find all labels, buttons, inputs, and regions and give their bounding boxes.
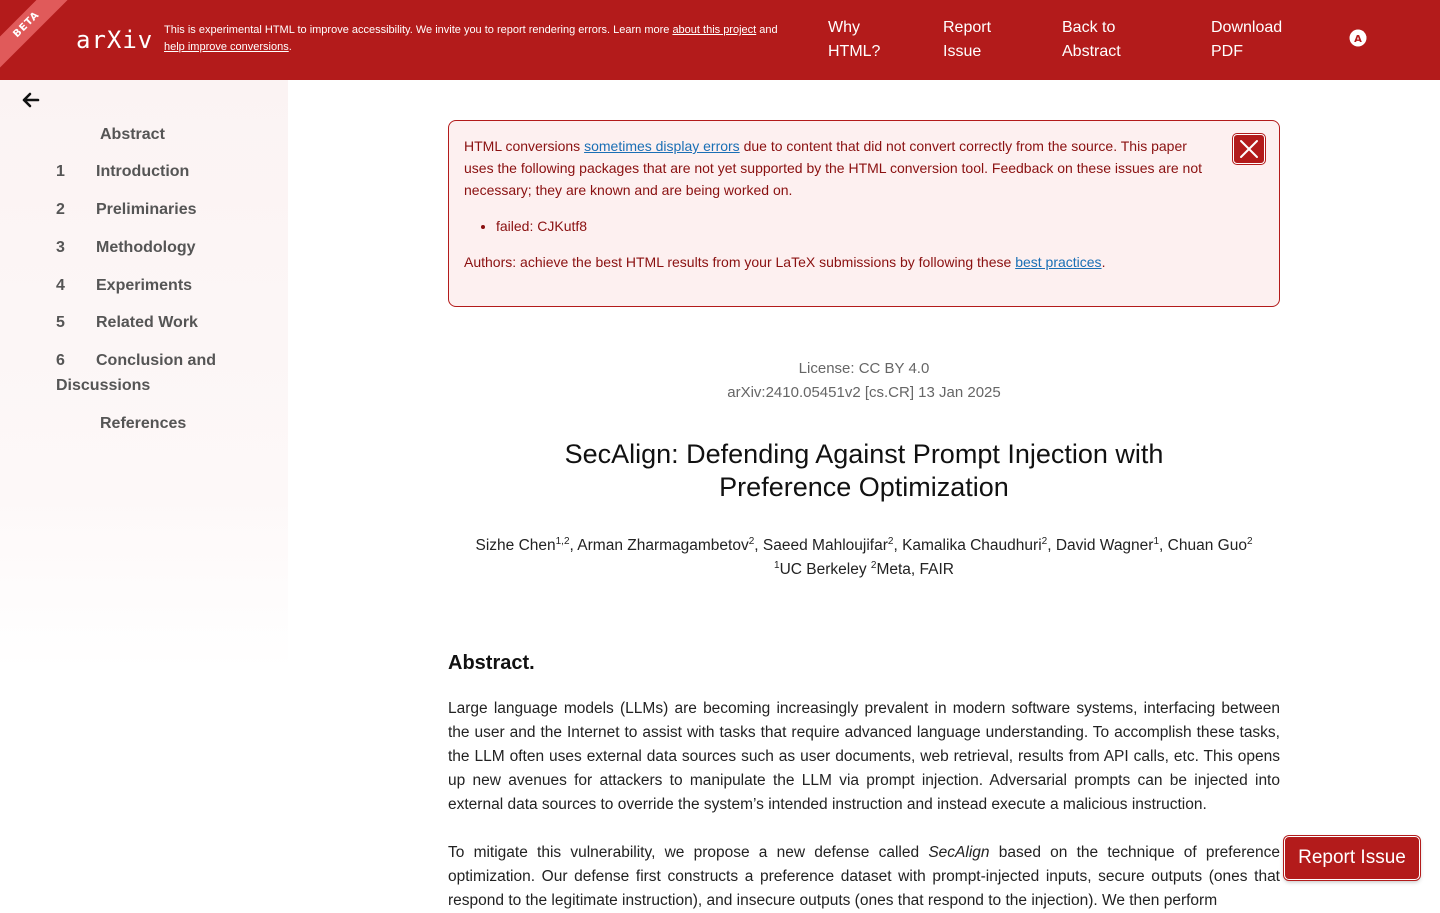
arxiv-logo[interactable] [76, 22, 154, 58]
beta-ribbon [0, 0, 70, 70]
nav-report-issue[interactable]: Report Issue [943, 19, 992, 60]
conversion-warning-alert [448, 120, 1280, 307]
arxiv-logo-text: arXiv [76, 26, 154, 54]
notice-text: This is experimental HTML to improve accessibility. We invite you to report rendering errors. Learn more [164, 24, 673, 36]
nav-why-html[interactable]: Why HTML? [828, 19, 881, 60]
display-errors-link[interactable]: sometimes display errors [584, 138, 740, 154]
alert-authors-paragraph: Authors: achieve the best HTML results from your LaTeX submissions by following these best practices. [464, 254, 1106, 270]
collapse-toc-arrow-icon[interactable] [20, 90, 42, 110]
close-alert-button[interactable] [1233, 134, 1265, 164]
failed-package-item: • failed: CJKutf8 [496, 215, 1215, 237]
abstract-heading: Abstract. [448, 652, 535, 674]
nav-back-to-abstract[interactable]: Back to Abstract [1062, 19, 1121, 60]
abstract-paragraph-2: To mitigate this vulnerability, we propose a new defense called SecAlign based on the technique of preference optimization. Our defense first constructs a preference dataset with prompt-injected inputs, secure outputs (ones that respond to the legitimate instruction), and insecure outputs (ones that respond to the injection). We then perform [448, 844, 1280, 909]
report-issue-button[interactable]: Report Issue [1284, 836, 1420, 880]
abstract-paragraph-1: Large language models (LLMs) are becoming increasingly prevalent in modern software systems, interfacing between the user and the Internet to assist with tasks that require advanced language understanding. To accomplish these tasks, the LLM often uses external data sources such as user documents, web retrieval, results from API calls, etc. This opens up new avenues for attackers to manipulate the LLM via prompt injection. Adversarial prompts can be injected into external data sources to override the system’s intended instruction and instead execute a malicious instruction. [448, 700, 1280, 813]
arxiv-identifier: arXiv:2410.05451v2 [cs.CR] 13 Jan 2025 [727, 384, 1001, 401]
theme-toggle-icon[interactable] [1346, 26, 1370, 50]
license-text: License: CC BY 4.0 [798, 360, 930, 377]
svg-text:A: A [1354, 34, 1362, 45]
failed-packages-list [496, 215, 1215, 237]
experimental-notice [164, 22, 804, 56]
toc-sidebar: Abstract 1 Introduction 2 Preliminaries 3 Methodology 4 Experiments 5 Related Work 6 Conclusion and Discussions References [0, 80, 288, 670]
nav-download-pdf[interactable]: Download PDF [1211, 19, 1283, 60]
close-icon [1239, 139, 1259, 159]
about-project-link[interactable]: about this project [672, 24, 757, 36]
top-banner [0, 0, 1440, 80]
author-list [448, 534, 1280, 582]
toc-item-conclusion[interactable]: 6 Conclusion and Discussions [56, 352, 216, 394]
beta-label: BETA [0, 0, 74, 72]
authors-line: Sizhe Chen$^{1,2}$, Arman Zharmagambetov$^2$, Saeed Mahloujifar$^2$, Kamalika Chaudhuri$^2$, David Wagner$^1$, Chuan Guo$^2$ [475, 535, 1253, 554]
best-practices-link[interactable]: best practices [1015, 254, 1102, 270]
help-improve-link[interactable]: help improve conversions [164, 41, 289, 53]
alert-paragraph: HTML conversions sometimes display errors due to content that did not convert correctly from the source. This paper uses the following packages that are not yet supported by the HTML conversion tool. Feedback on these issues are not necessary; they are known and are being worked on. [464, 138, 1203, 198]
paper-title: SecAlign: Defending Against Prompt Injection with Preference Optimization [564, 439, 1164, 502]
notice-text-mid: and [756, 24, 778, 36]
affiliations-line: $^1$UC Berkeley $^2$Meta, FAIR [774, 559, 954, 578]
notice-text-end: . [288, 41, 292, 53]
